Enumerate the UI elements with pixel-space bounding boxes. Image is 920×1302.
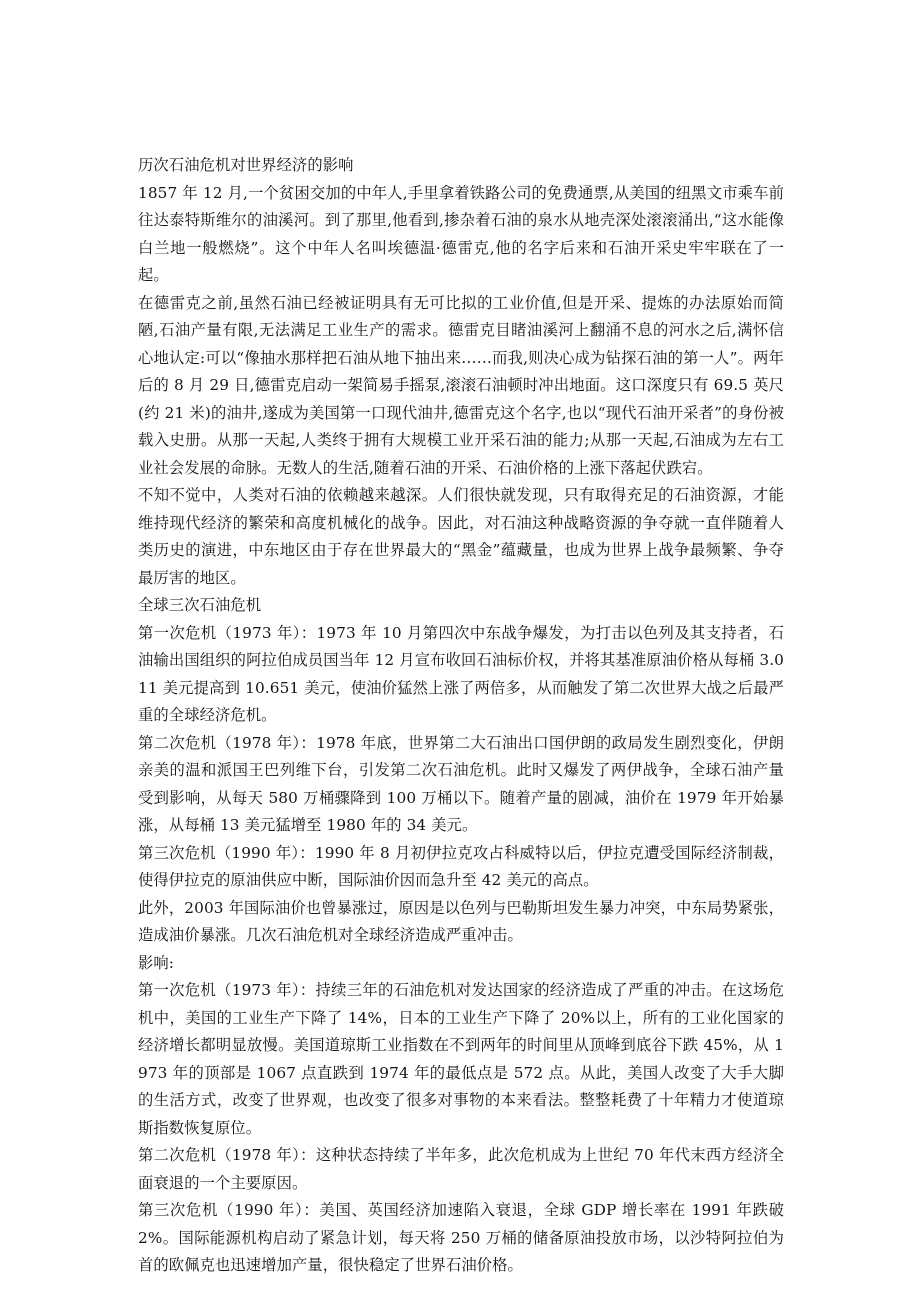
paragraph-crisis-2003: 此外，2003 年国际油价也曾暴涨过，原因是以色列与巴勒斯坦发生暴力冲突，中东局势紧张，造成油价暴涨。几次石油危机对全球经济造成严重冲击。 xyxy=(138,898,784,944)
paragraph-crisis-1990: 第三次危机（1990 年）：1990 年 8 月初伊拉克攻占科威特以后，伊拉克遭受国际经济制裁，使得伊拉克的原油供应中断，国际油价因而急升至 42 美元的高点。 xyxy=(138,843,784,889)
paragraph-impact-1973: 第一次危机（1973 年）：持续三年的石油危机对发达国家的经济造成了严重的冲击。在这场危机中，美国的工业生产下降了 14%，日本的工业生产下降了 20%以上，所有的工业化国家的经济增长都明显放慢。美国道琼斯工业指数在不到两年的时间里从顶峰到底谷下跌 45%，从 1973 年的顶部是 1067 点直跌到 1974 年的最低点是 572 点。从此，美国人改变了大手大脚的生活方式，改变了世界观，也改变了很多对事物的本来看法。整整耗费了十年精力才使道琼斯指数恢复原位。 xyxy=(138,981,784,1137)
document-text-body xyxy=(138,152,784,1280)
paragraph-intro-drake: 1857 年 12 月,一个贫困交加的中年人,手里拿着铁路公司的免费通票,从美国的纽黑文市乘车前往达泰特斯维尔的油溪河。到了那里,他看到,掺杂着石油的泉水从地壳深处滚滚涌出,“这水能像白兰地一般燃烧”。这个中年人名叫埃德温·德雷克,他的名字后来和石油开采史牢牢联在了一起。 xyxy=(138,183,784,284)
paragraph-impact-1990: 第三次危机（1990 年）：美国、英国经济加速陷入衰退，全球 GDP 增长率在 1991 年跌破 2%。国际能源机构启动了紧急计划，每天将 250 万桶的储备原油投放市场，以沙特阿拉伯为首的欧佩克也迅速增加产量，很快稳定了世界石油价格。 xyxy=(138,1201,784,1274)
section-heading-three-crises: 全球三次石油危机 xyxy=(138,596,262,614)
paragraph-before-drake: 在德雷克之前,虽然石油已经被证明具有无可比拟的工业价值,但是开采、提炼的办法原始而简陋,石油产量有限,无法满足工业生产的需求。德雷克目睹油溪河上翻涌不息的河水之后,满怀信心地认定:可以“像抽水那样把石油从地下抽出来……而我,则决心成为钻探石油的第一人”。两年后的 8 月 29 日,德雷克启动一架简易手摇泵,滚滚石油顿时冲出地面。这口深度只有 69.5 英尺(约 21 米)的油井,遂成为美国第一口现代油井,德雷克这个名字,也以“现代石油开采者”的身份被载入史册。从那一天起,人类终于拥有大规模工业开采石油的能力;从那一天起,石油成为左右工业社会发展的命脉。无数人的生活,随着石油的开采、石油价格的上涨下落起伏跌宕。 xyxy=(138,293,784,477)
paragraph-crisis-1978: 第二次危机（1978 年）：1978 年底，世界第二大石油出口国伊朗的政局发生剧烈变化，伊朗亲美的温和派国王巴列维下台，引发第二次石油危机。此时又爆发了两伊战争，全球石油产量受到影响，从每天 580 万桶骤降到 100 万桶以下。随着产量的剧减，油价在 1979 年开始暴涨，从每桶 13 美元猛增至 1980 年的 34 美元。 xyxy=(138,733,784,834)
section-heading-impact: 影响: xyxy=(138,953,175,972)
page-title: 历次石油危机对世界经济的影响 xyxy=(138,156,354,174)
paragraph-impact-1978: 第二次危机（1978 年）：这种状态持续了半年多，此次危机成为上世纪 70 年代末西方经济全面衰退的一个主要原因。 xyxy=(138,1146,784,1192)
paragraph-oil-dependence: 不知不觉中，人类对石油的依赖越来越深。人们很快就发现，只有取得充足的石油资源，才能维持现代经济的繁荣和高度机械化的战争。因此，对石油这种战略资源的争夺就一直伴随着人类历史的演进，中东地区由于存在世界最大的“黑金”蕴藏量，也成为世界上战争最频繁、争夺最厉害的地区。 xyxy=(138,486,784,587)
paragraph-crisis-1973: 第一次危机（1973 年）：1973 年 10 月第四次中东战争爆发，为打击以色列及其支持者，石油输出国组织的阿拉伯成员国当年 12 月宣布收回石油标价权，并将其基准原油价格从每桶 3.011 美元提高到 10.651 美元，使油价猛然上涨了两倍多，从而触发了第二次世界大战之后最严重的全球经济危机。 xyxy=(138,623,784,724)
